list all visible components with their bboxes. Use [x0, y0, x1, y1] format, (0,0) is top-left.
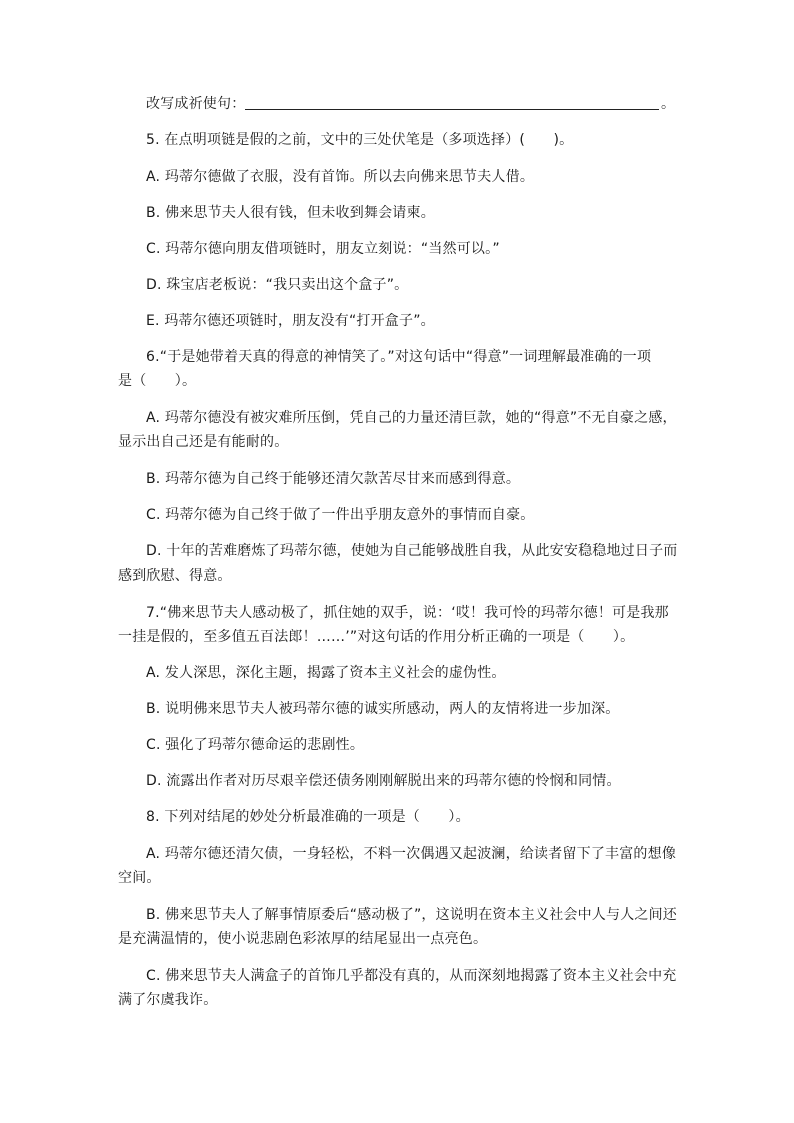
q6-option-c: C. 玛蒂尔德为自己终于做了一件出乎朋友意外的事情而自豪。 — [146, 507, 535, 523]
q6-option-a-line1: A. 玛蒂尔德没有被灾难所压倒，凭自己的力量还清巨款，她的“得意”不无自豪之感， — [146, 410, 677, 426]
q7-option-b: B. 说明佛来思节夫人被玛蒂尔德的诚实所感动，两人的友情将进一步加深。 — [146, 701, 620, 717]
q6-stem-line2: 是（ ）。 — [118, 373, 197, 389]
q8-option-b-line2: 是充满温情的，使小说悲剧色彩浓厚的结尾显出一点亮色。 — [118, 931, 488, 947]
rewrite-end-mark: 。 — [661, 96, 676, 112]
q8-option-b-line1: B. 佛来思节夫人了解事情原委后“感动极了”，这说明在资本主义社会中人与人之间还 — [146, 907, 678, 923]
rewrite-label: 改写成祈使句： — [146, 96, 246, 112]
q5-option-a: A. 玛蒂尔德做了衣服，没有首饰。所以去向佛来思节夫人借。 — [146, 169, 535, 185]
q6-option-d-line1: D. 十年的苦难磨炼了玛蒂尔德，使她为自己能够战胜自我，从此安安稳稳地过日子而 — [146, 543, 678, 559]
q8-option-c-line1: C. 佛来思节夫人满盒子的首饰几乎都没有真的，从而深刻地揭露了资本主义社会中充 — [146, 968, 677, 984]
q5-option-d: D. 珠宝店老板说：“我只卖出这个盒子”。 — [146, 277, 409, 293]
q8-stem: 8. 下列对结尾的妙处分析最准确的一项是（ ）。 — [146, 809, 470, 825]
q8-option-a-line1: A. 玛蒂尔德还清欠债，一身轻松，不料一次偶遇又起波澜，给读者留下了丰富的想像 — [146, 846, 677, 862]
q7-option-d: D. 流露出作者对历尽艰辛偿还债务刚刚解脱出来的玛蒂尔德的怜悯和同情。 — [146, 773, 621, 789]
q5-option-b: B. 佛来思节夫人很有钱，但未收到舞会请柬。 — [146, 205, 435, 221]
q6-stem-line1: 6.“于是她带着天真的得意的神情笑了。”对这句话中“得意”一词理解最准确的一项 — [146, 349, 652, 365]
q8-option-a-line2: 空间。 — [118, 870, 161, 886]
q5-option-c: C. 玛蒂尔德向朋友借项链时，朋友立刻说：“当然可以。” — [146, 241, 500, 257]
q7-stem-line2: 一挂是假的，至多值五百法郎！……’”对这句话的作用分析正确的一项是（ ）。 — [118, 629, 635, 645]
q5-stem: 5. 在点明项链是假的之前，文中的三处伏笔是（多项选择）( )。 — [146, 132, 574, 148]
q7-stem-line1: 7.“佛来思节夫人感动极了，抓住她的双手，说：‘哎！我可怜的玛蒂尔德！可是我那 — [146, 605, 669, 621]
answer-blank-line — [245, 109, 659, 110]
q6-option-b: B. 玛蒂尔德为自己终于能够还清欠款苦尽甘来而感到得意。 — [146, 471, 521, 487]
q6-option-a-line2: 显示出自己还是有能耐的。 — [118, 434, 289, 450]
q7-option-a: A. 发人深思，深化主题，揭露了资本主义社会的虚伪性。 — [146, 665, 506, 681]
q7-option-c: C. 强化了玛蒂尔德命运的悲剧性。 — [146, 737, 365, 753]
q8-option-c-line2: 满了尔虞我诈。 — [118, 992, 218, 1008]
q6-option-d-line2: 感到欣慰、得意。 — [118, 568, 232, 584]
q5-option-e: E. 玛蒂尔德还项链时，朋友没有“打开盒子”。 — [146, 313, 435, 329]
